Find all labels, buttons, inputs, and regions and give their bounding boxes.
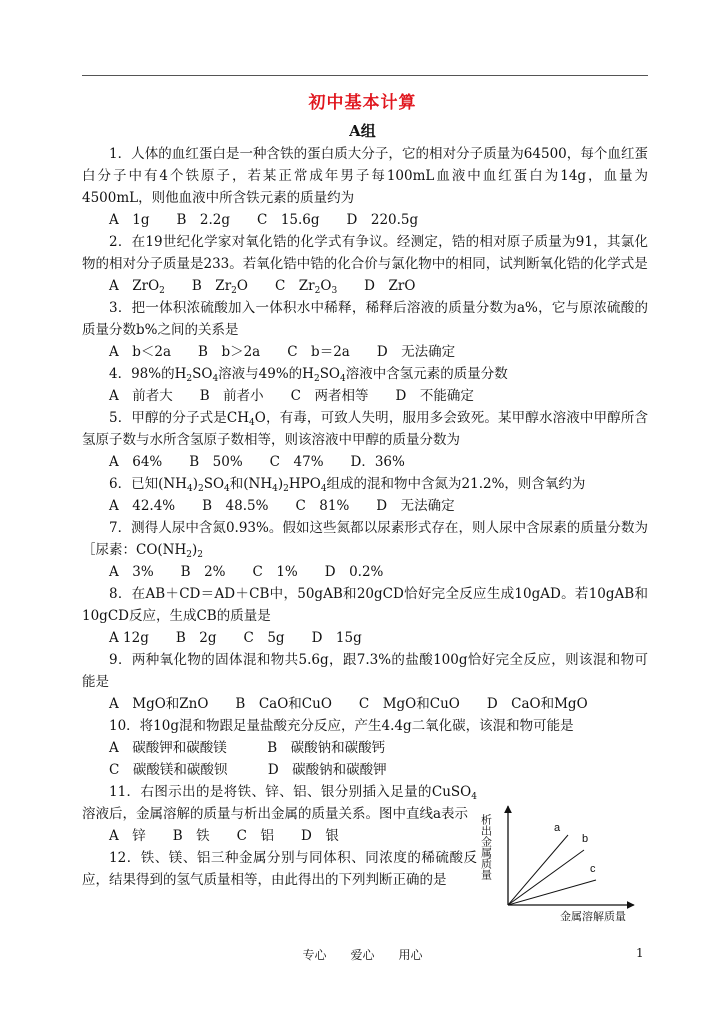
graph-line-b: [508, 850, 584, 905]
question-5-options: A 64% B 50% C 47% D．36%: [109, 454, 405, 470]
question-11-options: A 锌 B 铁 C 铝 D 银: [109, 828, 339, 844]
question-2-options: A ZrO$_2$ B $Zr_2O$ C $Zr_2O_3$ D ZrO: [109, 278, 416, 296]
question-5: 5．甲醇的分子式是$CH_4O$，有毒，可致人失明，服用多会致死。某甲醇水溶液中甲醇所含氢原子数与水所含氢原子数相等，则该溶液中甲醇的质量分数为: [82, 410, 648, 448]
question-4-options: A 前者大 B 前者小 C 两者相等 D 不能确定: [109, 388, 474, 404]
header-rule: [82, 75, 648, 76]
page-number: 1: [636, 946, 644, 960]
graph-x-label: 金属溶解质量: [560, 910, 626, 923]
graph-label-a: a: [554, 822, 561, 834]
question-list: [82, 143, 648, 891]
group-heading: A组: [349, 122, 376, 140]
question-9-options: A MgO和ZnO B CaO和CuO C MgO和CuO D CaO和MgO: [109, 696, 588, 712]
question-3-options: A b＜2a B b＞2a C b＝2a D 无法确定: [109, 344, 456, 360]
question-6-options: A 42.4% B 48.5% C 81% D 无法确定: [109, 498, 455, 514]
graph-line-a: [508, 835, 568, 905]
question-6: 6．已知$(NH_4)_2SO_4$和$(NH_4)_2HPO_4$组成的混和物中含氮为21.2%，则含氧约为: [109, 476, 586, 494]
graph-y-label: 析出金属质量: [479, 814, 493, 880]
graph-label-b: b: [582, 833, 589, 845]
question-1: 1．人体的血红蛋白是一种含铁的蛋白质大分子，它的相对分子质量为64500，每个血红蛋白分子中有4个铁原子，若某正常成年男子每100mL血液中血红蛋白为14g，血量为4500mL，则他血液中所含铁元素的质量约为: [82, 146, 648, 206]
question-7-options: A 3% B 2% C 1% D 0.2%: [109, 564, 384, 580]
question-3: 3．把一体积浓硫酸加入一体积水中稀释，稀释后溶液的质量分数为a%，它与原浓硫酸的质量分数b%之间的关系是: [82, 300, 648, 338]
question-8: 8．在AB＋CD＝AD＋CB中，50gAB和20gCD恰好完全反应生成10gAD。若10gAB和10gCD反应，生成CB的质量是: [82, 586, 648, 624]
question-7: 7．测得人尿中含氮0.93%。假如这些氮都以尿素形式存在，则人尿中含尿素的质量分数为［尿素：$CO(NH_2)_2$: [82, 520, 648, 560]
question-11: 11．右图示出的是将铁、锌、铝、银分别插入足量的CuSO$_4$溶液后，金属溶解的质量与析出金属的质量关系。图中直线a表示: [82, 784, 477, 822]
page-title: 初中基本计算: [308, 93, 417, 113]
question-1-options: A 1g B 2.2g C 15.6g D 220.5g: [109, 212, 419, 228]
question-4: 4．98%的$H_2SO_4$溶液与49%的$H_2SO_4$溶液中含氢元素的质量分数: [109, 366, 508, 384]
question-10-options-cd: C 碳酸镁和碳酸钡 D 碳酸钠和碳酸钾: [109, 762, 387, 778]
question-10-options-ab: A 碳酸钾和碳酸镁 B 碳酸钠和碳酸钙: [109, 740, 386, 756]
question-9: 9．两种氧化物的固体混和物共5.6g，跟7.3%的盐酸100g恰好完全反应，则该混和物可能是: [82, 652, 648, 690]
graph-label-c: c: [590, 863, 596, 875]
question-8-options: A 12g B 2g C 5g D 15g: [109, 630, 362, 646]
question-12: 12．铁、镁、铝三种金属分别与同体积、同浓度的稀硫酸反应，结果得到的氢气质量相等，由此得出的下列判断正确的是: [82, 850, 477, 888]
question-2: 2．在19世纪化学家对氧化锆的化学式有争议。经测定，锆的相对原子质量为91，其氯化物的相对分子质量是233。若氧化锆中锆的化合价与氯化物中的相同，试判断氧化锆的化学式是: [82, 234, 648, 272]
question-10: 10．将10g混和物跟足量盐酸充分反应，产生4.4g二氧化碳，该混和物可能是: [109, 718, 574, 734]
page-footer: 专心 爱心 用心: [302, 948, 423, 962]
graph-line-c: [508, 880, 596, 905]
metal-mass-graph: [479, 800, 644, 925]
